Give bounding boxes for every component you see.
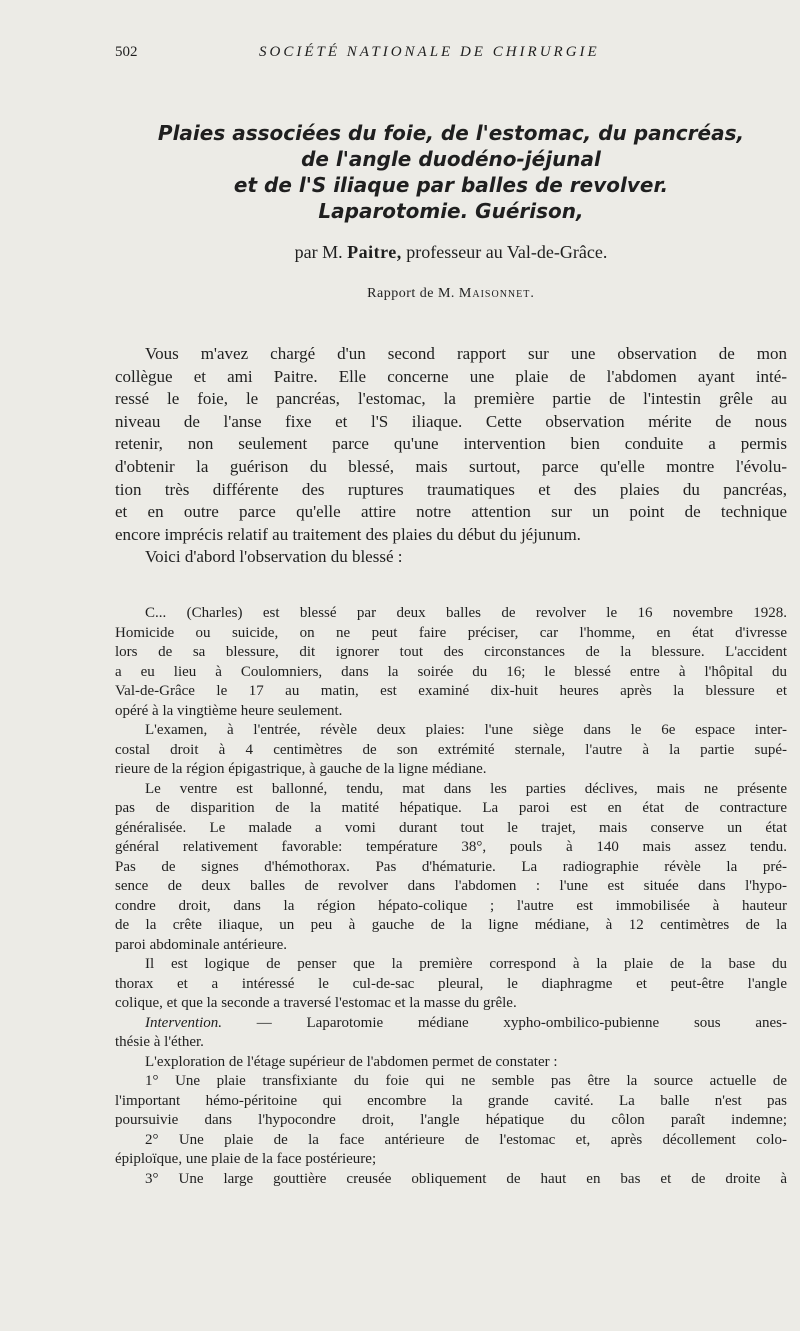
intervention-label: Intervention. — [145, 1014, 223, 1031]
text-line: encore imprécis relatif au traitement des plaies du début du jéjunum. — [115, 524, 581, 544]
text-line: lors de sa blessure, dit ignorer tout des circonstances de la blessure. L'accident — [115, 644, 787, 660]
text-line: général relativement favorable: température 38°, pouls à 140 mais assez tendu. — [115, 839, 787, 855]
author-name: Paitre, — [347, 242, 402, 262]
text-line: pas de disparition de la matité hépatique. La paroi est en état de contracture — [115, 800, 787, 816]
title-line: de l'angle duodéno-jéjunal — [301, 147, 601, 171]
text-line: a eu lieu à Coulomniers, dans la soirée du 16; le blessé entre à l'hôpital du — [115, 663, 787, 680]
text-line: l'important hémo-péritoine qui encombre la grande cavité. La balle n'est pas — [115, 1092, 787, 1109]
text-line — [115, 1014, 787, 1034]
text-line: niveau de l'anse fixe et l'S iliaque. Cette observation mérite de nous — [115, 411, 787, 431]
page-number: 502 — [115, 44, 138, 60]
rapport-prefix: Rapport de M. — [367, 286, 455, 301]
text-line: sence de deux balles de revolver dans l'abdomen : l'une est située dans l'hypo- — [115, 878, 787, 894]
text-line: Homicide ou suicide, on ne peut faire préciser, car l'homme, en état d'ivresse — [115, 624, 787, 641]
byline — [115, 242, 787, 263]
title-line: et de l'S iliaque par balles de revolver. — [233, 173, 669, 197]
text-line: condre droit, dans la région hépato-colique ; l'autre est immobilisée à hauteur — [115, 897, 787, 914]
text-line: poursuivie dans l'hypocondre droit, l'angle hépatique du côlon paraît indemne; — [115, 1112, 787, 1128]
intro-paragraph — [115, 343, 787, 569]
text-line: généralisée. Le malade a vomi durant tout le trajet, mais conserve un état — [115, 819, 787, 836]
text-line: de la crête iliaque, un peu à gauche de la ligne médiane, à 12 centimètres de la — [115, 917, 787, 933]
text-line: 2° Une plaie de la face antérieure de l'estomac et, après décollement colo- — [145, 1131, 787, 1148]
text-line: paroi abdominale antérieure. — [115, 936, 288, 953]
text-line: collègue et ami Paitre. Elle concerne une plaie de l'abdomen ayant inté- — [115, 366, 787, 386]
text-line: épiploïque, une plaie de la face postérieure; — [115, 1151, 377, 1167]
text-line: 1° Une plaie transfixiante du foie qui ne semble pas être la source actuelle de — [145, 1073, 787, 1089]
text-line: ressé le foie, le pancréas, l'estomac, la première partie de l'intestin grêle au — [115, 389, 787, 409]
rapport-line — [115, 286, 787, 302]
text-line: L'examen, à l'entrée, révèle deux plaies: l'une siège dans le 6e espace inter- — [145, 722, 787, 738]
text-line: Pas de signes d'hémothorax. Pas d'hématurie. La radiographie révèle la pré- — [115, 858, 787, 875]
article-title — [115, 120, 787, 224]
observation-text — [115, 604, 787, 1189]
text-line: L'exploration de l'étage supérieur de l'abdomen permet de constater : — [145, 1053, 558, 1070]
text-line: rieure de la région épigastrique, à gauche de la ligne médiane. — [115, 761, 487, 777]
text-line: Il est logique de penser que la première correspond à la plaie de la base du — [145, 956, 787, 972]
text-line: costal droit à 4 centimètres de son extrémité sternale, l'autre à la partie supé- — [115, 741, 787, 758]
text-line-rest: — Laparotomie médiane xypho-ombilico-pubienne sous anes- — [256, 1014, 787, 1031]
text-line: Val-de-Grâce le 17 au matin, est examiné dix-huit heures après la blessure et — [115, 683, 787, 699]
byline-suffix: professeur au Val-de-Grâce. — [406, 242, 608, 262]
rapporteur-name: Maisonnet. — [458, 286, 535, 301]
text-line: retenir, non seulement parce qu'une intervention bien conduite a permis — [115, 434, 787, 454]
text-line: Voici d'abord l'observation du blessé : — [145, 547, 403, 567]
title-line: Laparotomie. Guérison, — [318, 199, 584, 223]
text-line: C... (Charles) est blessé par deux balles de revolver le 16 novembre 1928. — [145, 605, 787, 621]
text-line: d'obtenir la guérison du blessé, mais surtout, parce qu'elle montre l'évolu- — [115, 456, 787, 476]
text-line: opéré à la vingtième heure seulement. — [115, 702, 343, 719]
text-line: colique, et que la seconde a traversé l'estomac et la masse du grêle. — [115, 995, 517, 1011]
text-line: Vous m'avez chargé d'un second rapport sur une observation de mon — [145, 344, 787, 363]
text-line: et en outre parce qu'elle attire notre attention sur un point de technique — [115, 502, 787, 522]
page-header — [115, 44, 787, 68]
text-line: Le ventre est ballonné, tendu, mat dans les parties déclives, mais ne présente — [145, 780, 787, 797]
text-line: thorax et a intéressé le cul-de-sac pleural, le diaphragme et peut-être l'angle — [115, 975, 787, 992]
running-head: SOCIÉTÉ NATIONALE DE CHIRURGIE — [259, 44, 600, 60]
text-line: thésie à l'éther. — [115, 1034, 204, 1050]
text-line: tion très différente des ruptures traumatiques et des plaies du pancréas, — [115, 479, 787, 499]
text-line: 3° Une large gouttière creusée obliquement de haut en bas et de droite à — [145, 1170, 787, 1187]
byline-prefix: par M. — [294, 242, 343, 262]
title-line: Plaies associées du foie, de l'estomac, du pancréas, — [157, 121, 745, 145]
